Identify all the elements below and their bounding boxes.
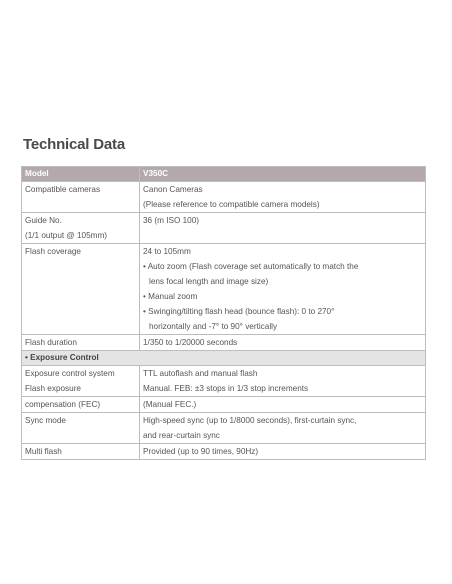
value-line: lens focal length and image size) [149,277,269,286]
label-line: (1/1 output @ 105mm) [25,231,108,240]
row-value: 36 (m ISO 100) [140,213,426,244]
value-line: (Please reference to compatible camera models) [143,200,320,209]
row-value: (Manual FEC.) [140,397,426,413]
page-title: Technical Data [23,136,125,153]
row-label: Multi flash [22,444,140,460]
row-label [22,366,140,397]
value-line: • Swinging/tilting flash head (bounce flash): 0 to 270° [143,307,335,316]
row-label: Compatible cameras [22,182,140,213]
row-label: compensation (FEC) [22,397,140,413]
row-value [140,244,426,335]
header-value: V350C [140,167,426,182]
value-line: • Manual zoom [143,292,198,301]
row-value: 1/350 to 1/20000 seconds [140,335,426,351]
value-line: Canon Cameras [143,185,203,194]
technical-data-table [21,166,426,460]
label-line: Flash exposure [25,384,81,393]
label-line: Guide No. [25,216,62,225]
section-label: • Exposure Control [22,351,426,366]
row-label [22,213,140,244]
value-line: TTL autoflash and manual flash [143,369,258,378]
label-line: Exposure control system [25,369,115,378]
value-line: High-speed sync (up to 1/8000 seconds), first-curtain sync, [143,416,357,425]
value-line: and rear-curtain sync [143,431,220,440]
row-value [140,182,426,213]
table-row-coverage [22,244,426,335]
row-label: Sync mode [22,413,140,444]
row-label: Flash coverage [22,244,140,335]
header-label: Model [22,167,140,182]
table-row-guide [22,213,426,244]
row-label: Flash duration [22,335,140,351]
value-line: Manual. FEB: ±3 stops in 1/3 stop increments [143,384,309,393]
row-value: Provided (up to 90 times, 90Hz) [140,444,426,460]
table-row-multi [22,444,426,460]
table-row-sync [22,413,426,444]
row-value [140,413,426,444]
table-row-fec [22,397,426,413]
table-row-duration [22,335,426,351]
section-row-exposure-control [22,351,426,366]
value-line: • Auto zoom (Flash coverage set automatically to match the [143,262,359,271]
table-header-row [22,167,426,182]
table-row-compatible [22,182,426,213]
row-value [140,366,426,397]
table-row-exposure [22,366,426,397]
value-line: 24 to 105mm [143,247,191,256]
value-line: horizontally and -7° to 90° vertically [149,322,278,331]
